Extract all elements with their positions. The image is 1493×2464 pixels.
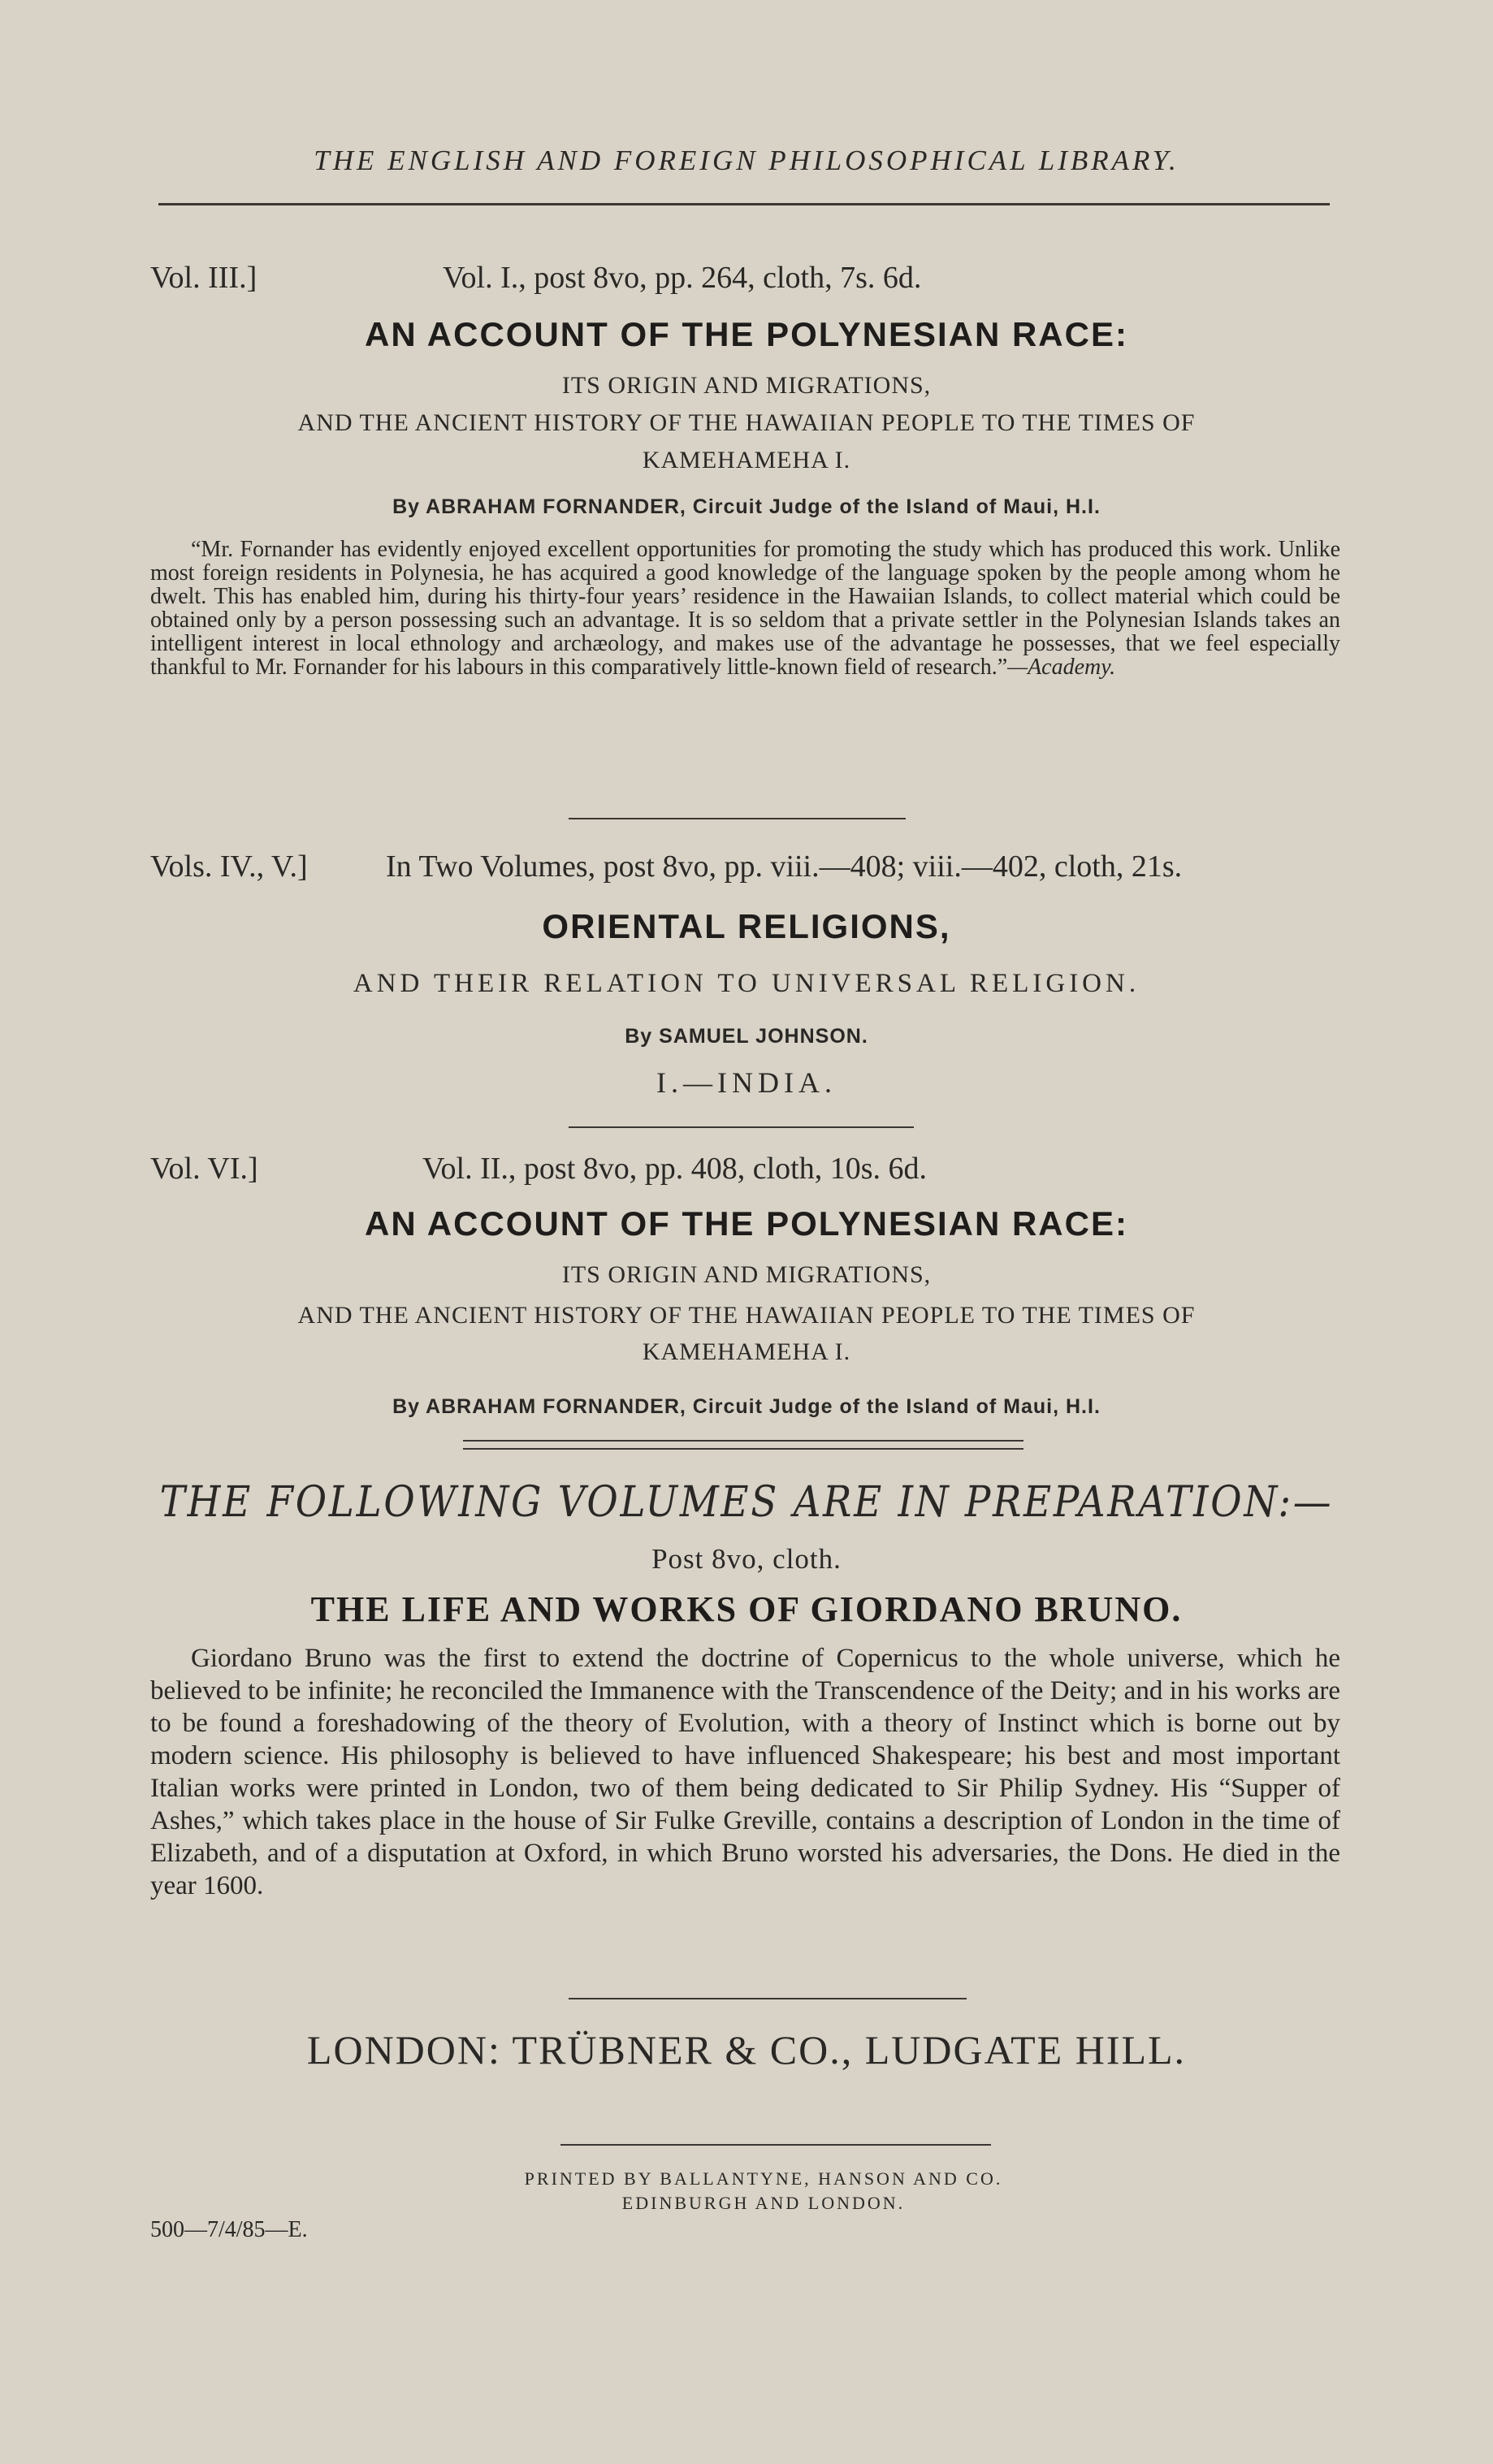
vol3-label: Vol. III.] (150, 261, 257, 295)
bruno-description: Giordano Bruno was the first to extend the doctrine of Copernicus to the whole universe, which he believed to be infinite; he reconciled the Immanence with the Transcendence of the Deity; and in his works are to be found a foreshadowing of the theory of Evolution, with a theory of Instinct which is borne out by modern science. His philosophy is believed to have influenced Shakespeare; his best and most important Italian works were printed in London, two of them being dedicated to Sir Philip Sydney. His “Supper of Ashes,” which takes place in the house of Sir Fulke Greville, contains a description of London in the time of Elizabeth, and of a disputation at Oxford, in which Bruno worsted his adversaries, the Dons. He died in the year 1600. (150, 1644, 1340, 1900)
vol6-subtitle-3: KAMEHAMEHA I. (642, 1338, 851, 1365)
vol45-details: In Two Volumes, post 8vo, pp. viii.—408; viii.—402, cloth, 21s. (386, 849, 1183, 884)
printer-line-1: PRINTED BY BALLANTYNE, HANSON AND CO. (524, 2168, 1003, 2189)
vol45-title: ORIENTAL RELIGIONS, (542, 907, 951, 945)
printer-rule (560, 2144, 991, 2146)
preparation-heading: THE FOLLOWING VOLUMES ARE IN PREPARATION:— (159, 1478, 1334, 1527)
footer-divider (569, 1998, 967, 1999)
vol45-author: By SAMUEL JOHNSON. (625, 1025, 868, 1048)
vol3-author: By ABRAHAM FORNANDER, Circuit Judge of the Island of Maui, H.I. (392, 495, 1101, 518)
vol45-part: I.—INDIA. (656, 1066, 837, 1099)
bruno-title: THE LIFE AND WORKS OF GIORDANO BRUNO. (310, 1589, 1183, 1629)
vol3-review (150, 538, 1340, 679)
vol3-title: AN ACCOUNT OF THE POLYNESIAN RACE: (365, 315, 1128, 353)
vol6-label: Vol. VI.] (150, 1152, 258, 1186)
section-divider-double-top (463, 1440, 1023, 1442)
vol6-title: AN ACCOUNT OF THE POLYNESIAN RACE: (365, 1204, 1128, 1243)
running-title: THE ENGLISH AND FOREIGN PHILOSOPHICAL LIBRARY. (314, 145, 1179, 176)
printer-line-2: EDINBURGH AND LONDON. (621, 2193, 906, 2213)
publisher-imprint: LONDON: TRÜBNER & CO., LUDGATE HILL. (306, 2027, 1187, 2073)
vol3-review-source: —Academy. (1007, 655, 1116, 680)
print-code: 500—7/4/85—E. (150, 2217, 308, 2242)
section-divider (569, 818, 906, 819)
vol6-subtitle-1: ITS ORIGIN AND MIGRATIONS, (561, 1261, 932, 1288)
section-divider-double-bottom (463, 1448, 1023, 1450)
vol3-details: Vol. I., post 8vo, pp. 264, cloth, 7s. 6d. (443, 261, 922, 295)
vol6-subtitle-2: AND THE ANCIENT HISTORY OF THE HAWAIIAN PEOPLE TO THE TIMES OF (297, 1302, 1196, 1329)
section-divider (569, 1126, 914, 1128)
vol3-review-text: “Mr. Fornander has evidently enjoyed excellent opportunities for promoting the study which has produced this work. Unlike most foreign residents in Polynesia, he has acquired a good knowledge of the language spoken by the people among whom he dwelt. This has enabled him, during his thirty-four years’ residence in the Hawaiian Islands, to collect material which could be obtained only by a person possessing such an advantage. It is so seldom that a private settler in the Polynesian Islands takes an intelligent interest in local ethnology and archæology, and makes use of the advantage he possesses, that we feel especially thankful to Mr. Fornander for his labours in this comparatively little-known field of research.” (150, 537, 1340, 680)
header-rule (158, 203, 1330, 205)
vol3-subtitle-3: KAMEHAMEHA I. (642, 447, 851, 473)
vol6-author: By ABRAHAM FORNANDER, Circuit Judge of the Island of Maui, H.I. (392, 1395, 1101, 1418)
vol6-details: Vol. II., post 8vo, pp. 408, cloth, 10s. 6d. (422, 1152, 928, 1186)
vol45-label: Vols. IV., V.] (150, 849, 308, 884)
preparation-format: Post 8vo, cloth. (651, 1543, 842, 1575)
vol3-subtitle-2: AND THE ANCIENT HISTORY OF THE HAWAIIAN PEOPLE TO THE TIMES OF (297, 409, 1196, 436)
vol45-subtitle: AND THEIR RELATION TO UNIVERSAL RELIGION. (353, 969, 1140, 998)
vol3-subtitle-1: ITS ORIGIN AND MIGRATIONS, (561, 372, 932, 399)
